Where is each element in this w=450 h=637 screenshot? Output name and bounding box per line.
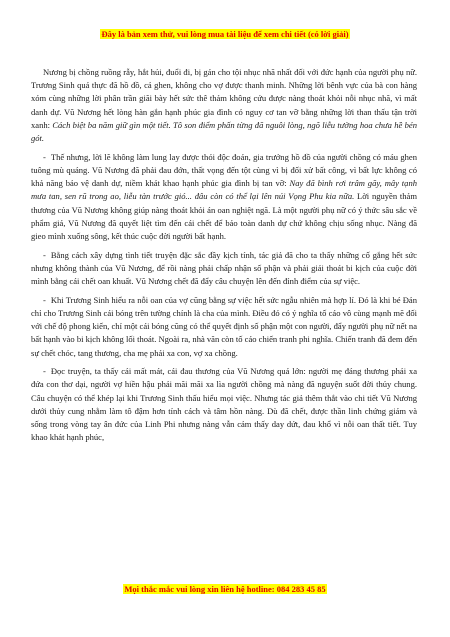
paragraph-1 [31, 66, 417, 145]
paragraph-2-dash: - [43, 151, 46, 162]
paragraph-3 [31, 249, 417, 289]
paragraph-5 [31, 365, 417, 444]
document-body [31, 66, 417, 444]
paragraph-3-dash: - [43, 249, 46, 260]
paragraph-5-dash: - [43, 366, 46, 377]
paragraph-4 [31, 294, 417, 360]
hotline-banner [0, 583, 450, 595]
preview-notice-text: Đây là bản xem thử, vui lòng mua tài liệu để xem chi tiết (có lời giải) [101, 29, 349, 39]
paragraph-3-text: Bằng cách xây dựng tình tiết truyện đặc sắc đầy kịch tính, tác giả đã cho ta thấy những cố gắng hết sức nhưng không thành của Vũ Nương, để rồi nàng phải chấp nhận số phận và phải giải thoát bi kịch của cuộc đời mình bằng cái chết oan khuất. Vũ Nương chết đã đẩy câu chuyện lên đến đỉnh điểm của sự việc. [31, 249, 417, 287]
paragraph-1-text: Nương bị chồng ruồng rẫy, hắt hủi, đuổi đi, bị gán cho tội nhục nhã nhất đối với đức hạnh của người phụ nữ. Trương Sinh quá thực đã hồ đồ, cả ghen, không cho vợ được thanh minh. Những lời bênh vực của bà con hàng xóm cùng những lời phân trần giãi bày hết sức thê thảm không cứu được nàng thoát khỏi nỗi nhục nhã, vì mất danh dự. Vũ Nương hết lòng hàn gắn hạnh phúc gia đình có nguy cơ tan vỡ bằng những lời than thấu tận trời xanh: [31, 67, 417, 130]
hotline-text: Mọi thắc mắc vui lòng xin liên hệ hotline: 084 283 45 85 [124, 584, 326, 594]
paragraph-2-text-start: Thế nhưng, lời lẽ không làm lung lay được thói độc đoán, gia trưởng hồ đồ của người chồng có máu ghen tuông mù quáng. Vũ Nương đã phải đau đớn, thất vọng đến tột cùng vì bị đối xử bất công, vì bất lực không có khả năng bảo vệ danh dự, niềm khát khao hạnh phúc gia đình bị tan vỡ: [31, 151, 417, 189]
paragraph-5-text: Đọc truyện, ta thấy cái mất mát, cái đau thương của Vũ Nương quá lớn: người mẹ đáng thương phải xa đứa con thơ dại, người vợ hiền hậu phải mãi mãi xa lìa người chồng mà nàng đã nguyện suốt đời thủy chung. Câu chuyện có thể khép lại khi Trương Sinh thấu hiểu mọi việc. Nhưng tác giả thêm thắt vào chi tiết Vũ Nương dưới thủy cung nhằm làm tô đậm hơn tính cách và tâm hồn nàng. Dù đã chết, được thần linh chứng giám và sống trong vòng tay ân đức của Linh Phi nhưng nàng vẫn cảm thấy day dứt, đau khổ vì nỗi oan thất tiết. Tuy khao khát hạnh phúc, [31, 366, 417, 443]
paragraph-2-quote: Nay đã bình rơi trâm gãy, mây tạnh mưa tan, sen rũ trong ao, liễu tàn trước gió... đâu còn có thể lại lên núi Vọng Phu kia nữa. [31, 178, 417, 202]
paragraph-2-text-end: Lời nguyền thảm thương của Vũ Nương không giúp nàng thoát khỏi án oan nghiệt ngã. Là một người phụ nữ có ý thức sâu sắc về phẩm giá, Vũ Nương đã quyết liệt tìm đến cái chết để bảo toàn danh dự chứ không chịu sống nhục. Nàng đã gieo mình xuống sông, kết thúc cuộc đời người bất hạnh. [31, 191, 417, 241]
paragraph-4-text: Khi Trương Sinh hiểu ra nỗi oan của vợ cũng bằng sự việc hết sức ngẫu nhiên mà hợp lí. Đó là khi bé Đản chỉ cho Trương Sinh cái bóng trên tường chính là cha của mình. Điều đó có ý nghĩa tố cáo vô cùng mạnh mẽ đối với chế độ phong kiến, chỉ một cái bóng cũng có thể quyết định số phận một con người, đẩy người phụ nữ nết na bất hạnh vào bi kịch không lối thoát. Ngoài ra, nhà văn còn tố cáo chiến tranh phi nghĩa. Chiến tranh đã đem đến sự chết chóc, tang thương, cha mẹ phải xa con, vợ xa chồng. [31, 294, 417, 358]
preview-notice-banner [0, 28, 450, 40]
paragraph-4-dash: - [43, 294, 46, 305]
paragraph-2 [31, 151, 417, 243]
paragraph-1-quote: Cách biệt ba năm giữ gìn một tiết. Tô son điểm phấn từng đã nguôi lòng, ngõ liễu tường hoa chưa hề bén gót. [31, 119, 417, 144]
